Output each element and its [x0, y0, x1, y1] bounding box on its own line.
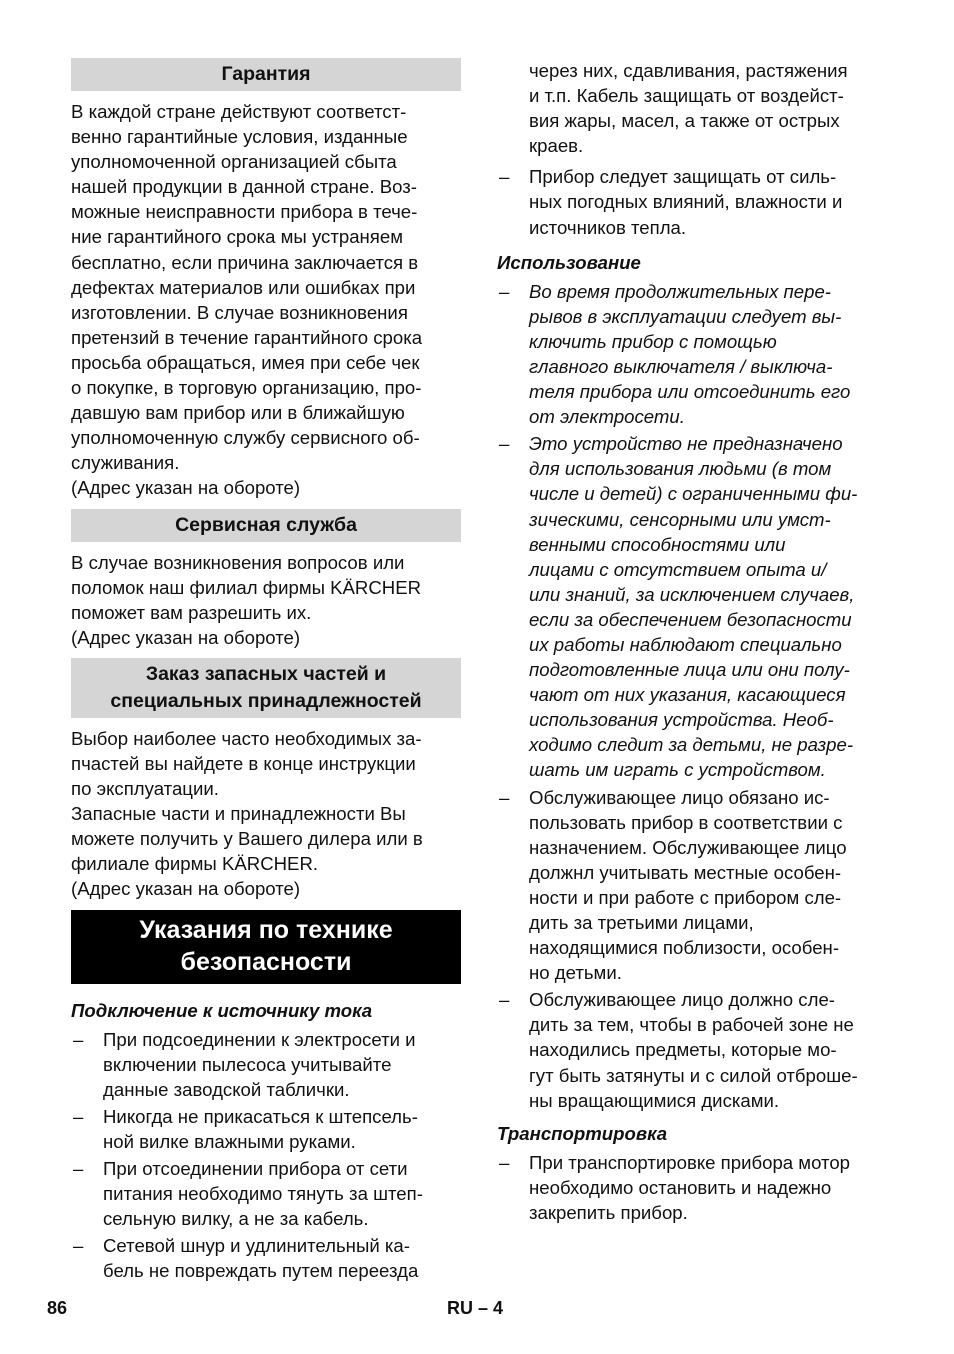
parts-heading	[71, 658, 461, 718]
list-item-line: Во время продолжительных пере-	[529, 280, 831, 302]
list-item-line: если за обеспечением безопасности	[529, 608, 852, 630]
list-item	[497, 785, 889, 986]
list-item-line: лицами с отсутствием опыта и/	[529, 558, 827, 580]
dash-bullet: –	[499, 1151, 510, 1173]
paragraph-line: можете получить у Вашего дилера или в	[71, 828, 423, 850]
list-item-line: ной вилке влажными руками.	[103, 1130, 356, 1152]
dash-bullet: –	[73, 1105, 84, 1127]
paragraph-line: Запасные части и принадлежности Вы	[71, 803, 406, 825]
left-column	[71, 58, 461, 1285]
power-list	[71, 1027, 461, 1284]
parts-heading-line2: специальных принадлежностей	[110, 689, 422, 712]
paragraph-line: пчастей вы найдете в конце инструкции	[71, 752, 416, 774]
paragraph-line: (Адрес указан на обороте)	[71, 878, 301, 900]
paragraph-line: и т.п. Кабель защищать от воздейст-	[529, 85, 844, 107]
list-item-line: При транспортировке прибора мотор	[529, 1151, 851, 1173]
list-item-line: бель не повреждать путем переезда	[103, 1260, 419, 1282]
list-item	[497, 987, 889, 1112]
list-item-line: Прибор следует защищать от силь-	[529, 166, 837, 188]
list-item	[497, 164, 889, 239]
paragraph-line: венно гарантийные условия, изданные	[71, 126, 408, 148]
dash-bullet: –	[499, 989, 510, 1011]
paragraph-line: (Адрес указан на обороте)	[71, 477, 301, 499]
paragraph-line: дефектах материалов или ошибках при	[71, 276, 416, 298]
paragraph-line: ние гарантийного срока мы устраняем	[71, 226, 403, 248]
continuation-text	[497, 58, 889, 158]
dash-bullet: –	[499, 786, 510, 808]
list-item-line: При подсоединении к электросети и	[103, 1028, 416, 1050]
section-label: RU – 4	[447, 1298, 504, 1318]
list-item	[497, 1150, 889, 1225]
list-item-line: чают от них указания, касающиеся	[529, 684, 846, 706]
paragraph-line: можные неисправности прибора в тече-	[71, 201, 418, 223]
usage-list	[497, 785, 889, 1113]
dash-bullet: –	[73, 1158, 84, 1179]
service-heading: Сервисная служба	[71, 509, 461, 542]
list-item-line: пользовать прибор в соответствии с	[529, 811, 843, 833]
usage-subheading: Использование	[497, 251, 641, 273]
list-item-line: рывов в эксплуатации следует вы-	[529, 305, 842, 327]
list-item-line: находились предметы, которые мо-	[529, 1039, 837, 1061]
list-item-line: При отсоединении прибора от сети	[103, 1158, 408, 1179]
list-item	[71, 1233, 461, 1283]
list-item	[71, 1156, 461, 1231]
transport-list	[497, 1150, 889, 1225]
list-item-line: источников тепла.	[529, 216, 687, 238]
list-item-line: но детьми.	[529, 962, 622, 984]
list-item-line: ключить прибор с помощью	[529, 330, 777, 352]
list-item	[71, 1027, 461, 1102]
list-item-line: гут быть затянуты и с силой отброше-	[529, 1064, 858, 1086]
safety-banner	[71, 910, 461, 984]
list-item-line: закрепить прибор.	[529, 1201, 688, 1223]
parts-heading-line1: Заказ запасных частей и	[145, 662, 387, 685]
list-item-line: для использования людьми (в том	[529, 458, 832, 480]
list-item	[497, 279, 889, 430]
parts-text	[71, 726, 461, 902]
list-item-line: главного выключателя / выключа-	[529, 355, 833, 377]
paragraph-line: поможет вам разрешить их.	[71, 601, 312, 623]
right-column	[497, 58, 889, 1227]
usage-list-italic	[497, 279, 889, 783]
paragraph-line: В каждой стране действуют соответст-	[71, 101, 407, 122]
paragraph-line: (Адрес указан на обороте)	[71, 626, 301, 648]
dash-bullet: –	[73, 1235, 84, 1257]
paragraph-line: В случае возникновения вопросов или	[71, 551, 405, 573]
list-item-line: венными способностями или	[529, 533, 786, 555]
paragraph-line: нашей продукции в данной стране. Воз-	[71, 176, 417, 198]
paragraph-line: краев.	[529, 135, 584, 157]
paragraph-line: о покупке, в торговую организацию, про-	[71, 377, 422, 399]
list-item-line: зическими, сенсорными или умст-	[529, 508, 831, 530]
list-item-line: данные заводской таблички.	[103, 1078, 350, 1100]
safety-banner-line1: Указания по технике	[139, 915, 393, 944]
list-item-line: Никогда не прикасаться к штепсель-	[103, 1105, 418, 1127]
paragraph-line: уполномоченную службу сервисного об-	[71, 427, 420, 449]
power-list-continued	[497, 164, 889, 239]
list-item-line: назначением. Обслуживающее лицо	[529, 836, 847, 858]
list-item-line: ных погодных влияний, влажности и	[529, 191, 843, 213]
list-item-line: или знаний, за исключением случаев,	[529, 583, 855, 605]
paragraph-line: изготовлении. В случае возникновения	[71, 301, 408, 323]
paragraph-line: через них, сдавливания, растяжения	[529, 60, 848, 81]
list-item-line: подготовленные лица или они полу-	[529, 659, 850, 681]
list-item-line: числе и детей) с ограниченными фи-	[529, 483, 858, 505]
paragraph-line: претензий в течение гарантийного срока	[71, 326, 423, 348]
list-item-line: дить за третьими лицами,	[529, 912, 754, 933]
warranty-text	[71, 99, 461, 501]
list-item-line: ности и при работе с прибором сле-	[529, 886, 842, 908]
list-item-line: теля прибора или отсоединить его	[529, 381, 851, 403]
power-subheading: Подключение к источнику тока	[71, 999, 373, 1021]
paragraph-line: вия жары, масел, а также от острых	[529, 110, 840, 132]
warranty-heading: Гарантия	[71, 58, 461, 91]
dash-bullet: –	[499, 166, 510, 188]
list-item-line: дить за тем, чтобы в рабочей зоне не	[529, 1014, 854, 1036]
paragraph-line: служивания.	[71, 452, 180, 474]
list-item-line: Это устройство не предназначено	[529, 433, 843, 455]
paragraph-line: уполномоченной организацией сбыта	[71, 151, 397, 173]
paragraph-line: давшую вам прибор или в ближайшую	[71, 402, 405, 424]
service-text	[71, 550, 461, 650]
list-item-line: Обслуживающее лицо обязано ис-	[529, 786, 830, 808]
page-number: 86	[47, 1298, 68, 1318]
list-item-line: находящимися поблизости, особен-	[529, 937, 840, 959]
safety-banner-line2: безопасности	[180, 947, 352, 976]
list-item-line: шать им играть с устройством.	[529, 759, 826, 781]
list-item-line: Сетевой шнур и удлинительный ка-	[103, 1235, 410, 1257]
list-item-line: должнл учитывать местные особен-	[529, 861, 842, 883]
dash-bullet: –	[499, 280, 510, 302]
list-item-line: от электросети.	[529, 406, 685, 428]
paragraph-line: Выбор наиболее часто необходимых за-	[71, 727, 422, 749]
paragraph-line: бесплатно, если причина заключается в	[71, 251, 419, 273]
list-item-line: использования устройства. Необ-	[529, 709, 834, 731]
list-item-line: ходимо следит за детьми, не разре-	[529, 734, 854, 756]
list-item	[497, 431, 889, 782]
paragraph-line: по эксплуатации.	[71, 778, 219, 800]
list-item-line: Обслуживающее лицо должно сле-	[529, 989, 835, 1011]
list-item-line: питания необходимо тянуть за штеп-	[103, 1183, 423, 1205]
list-item-line: ны вращающимися дисками.	[529, 1089, 780, 1111]
dash-bullet: –	[73, 1028, 84, 1050]
dash-bullet: –	[499, 433, 510, 455]
paragraph-line: поломок наш филиал фирмы KÄRCHER	[71, 576, 422, 598]
list-item-line: включении пылесоса учитывайте	[103, 1053, 392, 1075]
transport-subheading: Транспортировка	[497, 1122, 668, 1144]
paragraph-line: филиале фирмы KÄRCHER.	[71, 853, 319, 875]
paragraph-line: просьба обращаться, имея при себе чек	[71, 351, 420, 373]
list-item-line: их работы наблюдают специально	[529, 633, 842, 655]
list-item-line: сельную вилку, а не за кабель.	[103, 1208, 369, 1230]
list-item-line: необходимо остановить и надежно	[529, 1176, 832, 1198]
list-item	[71, 1104, 461, 1154]
